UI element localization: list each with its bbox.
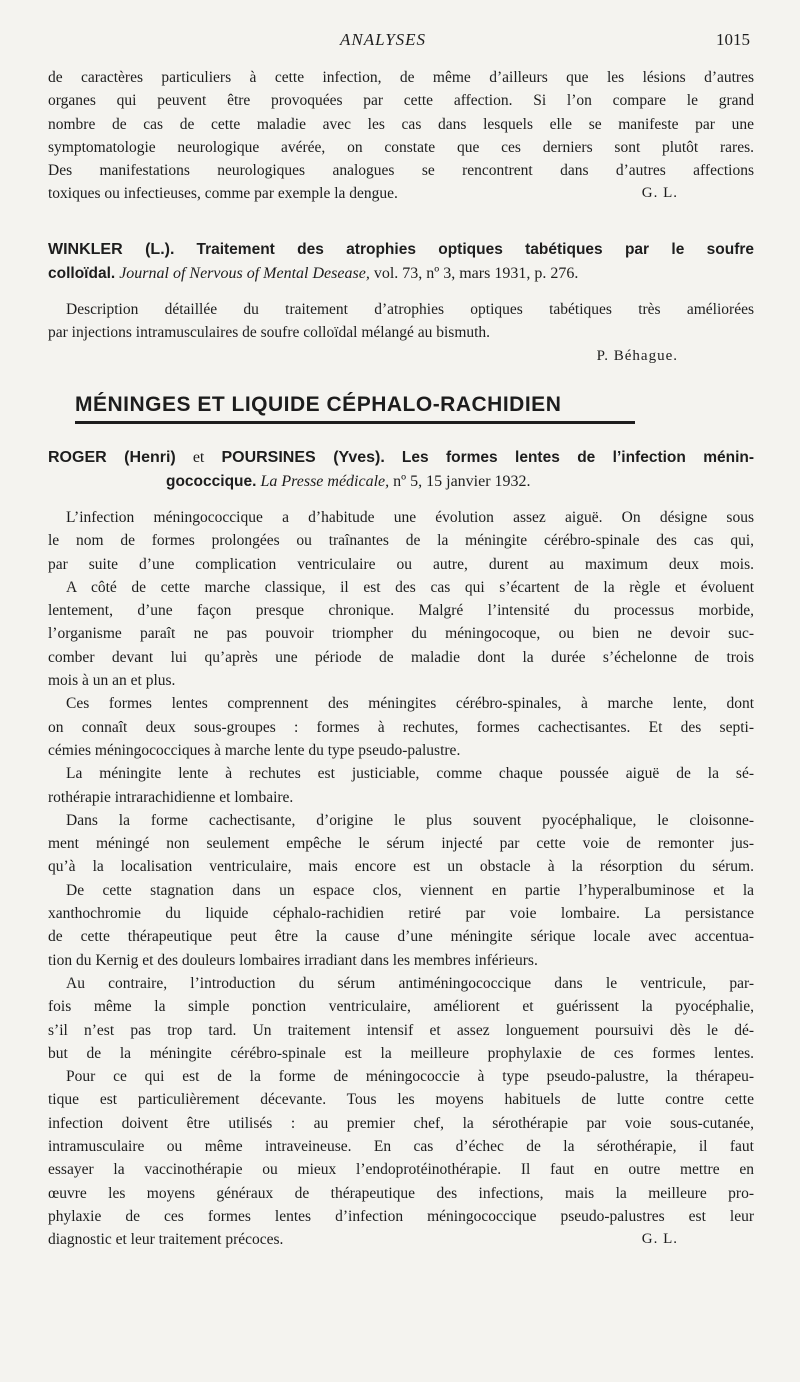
text-line: but de la méningite cérébro-spinale est la meilleure prophylaxie de ces formes lentes. [48, 1044, 754, 1062]
text-line: s’il n’est pas trop tard. Un traitement intensif et assez longuement poursuivi dès le dé- [48, 1021, 754, 1039]
text-line: ment méningé non seulement empêche le sérum injecté par cette voie de remonter jus- [48, 835, 754, 853]
review-title: Les formes lentes de l’infection ménin- [401, 449, 755, 466]
text-line: par injections intramusculaires de soufre colloïdal mélangé au bismuth. [48, 324, 491, 342]
review-author: POURSINES (Yves). [221, 449, 385, 466]
text-line: L’infection méningococcique a d’habitude une évolution assez aiguë. On désigne sous [66, 509, 754, 526]
text-line: De cette stagnation dans un espace clos, viennent en partie l’hyperalbuminose et la [66, 881, 754, 899]
review-heading-line2 [48, 470, 754, 494]
review-title-end: colloïdal. [48, 265, 116, 282]
text-line: de cette thérapeutique peut être la cause d’une méningite sérique locale avec accentua- [48, 928, 754, 946]
text-line: Description détaillée du traitement d’atrophies optiques tabétiques très améliorées [66, 301, 754, 318]
text-line: infection doivent être utilisés : au premier chef, la sérothérapie par voie sous-cutanée, [48, 1114, 754, 1132]
text-line: tion du Kernig et des douleurs lombaires irradiant dans les membres inférieurs. [48, 951, 538, 969]
last-line-with-signature [48, 1228, 754, 1251]
text-line: organes qui peuvent être provoquées par cette affection. Si l’on compare le grand [48, 92, 754, 110]
review-heading-line2 [48, 262, 754, 286]
review-author: WINKLER (L.). [48, 241, 175, 258]
page-number: 1015 [716, 30, 750, 49]
review-journal: La Presse médicale, [260, 473, 390, 490]
paragraph [48, 879, 754, 972]
text-line: tique est particulièrement décevante. Tous les moyens habituels de lutte contre cette [48, 1091, 754, 1109]
text-line: Des manifestations neurologiques analogues se rencontrent dans d’autres affections [48, 162, 754, 180]
text-line: rothérapie intrarachidienne et lombaire. [48, 788, 294, 806]
review-heading [48, 446, 754, 470]
paragraph [48, 692, 754, 762]
last-line-with-signature [48, 182, 754, 205]
text-line: diagnostic et leur traitement précoces. [48, 1231, 284, 1249]
review-citation: nº 5, 15 janvier 1932. [393, 473, 531, 490]
text-line: fois même la simple ponction ventriculaire, améliorent et guérissent la pyocéphalie, [48, 998, 754, 1016]
text-line: intramusculaire ou même intraveineuse. En cas d’échec de la sérothérapie, il faut [48, 1138, 754, 1156]
review-signature: P. Béhague. [596, 347, 678, 364]
running-title: ANALYSES [340, 30, 427, 49]
text-line: Pour ce qui est de la forme de méningococcie à type pseudo-palustre, la thérapeu- [66, 1068, 754, 1086]
review-signature: G. L. [641, 185, 678, 202]
text-line: lentement, d’une façon presque chronique. Malgré l’intensité du processus morbide, [48, 602, 754, 620]
text-line: le nom de formes prolongées ou traînantes de la méningite cérébro-spinale des cas qui, [48, 532, 754, 550]
review-journal: Journal of Nervous of Mental Desease, [119, 265, 370, 282]
review-title: Traitement des atrophies optiques tabétiques par le soufre [196, 241, 755, 258]
text-line: de caractères particuliers à cette infection, de même d’ailleurs que les lésions d’autres [48, 69, 754, 86]
text-line: Dans la forme cachectisante, d’origine le plus souvent pyocéphalique, le cloisonne- [66, 811, 754, 829]
paragraph [48, 972, 754, 1065]
review-heading [48, 238, 754, 262]
text-line: qu’à la localisation ventriculaire, mais encore est un obstacle à la résorption du sérum. [48, 858, 754, 876]
paragraph [48, 576, 754, 692]
section-title: MÉNINGES ET LIQUIDE CÉPHALO-RACHIDIEN [75, 393, 635, 424]
review-citation: vol. 73, nº 3, mars 1931, p. 276. [373, 265, 579, 282]
text-line: symptomatologie neurologique avérée, on constate que ces derniers sont plutôt rares. [48, 138, 754, 156]
author-connector: et [192, 449, 205, 466]
paragraph [48, 506, 754, 576]
review-winkler [48, 238, 754, 367]
text-line: nombre de cas de cette maladie avec les cas dans lesquels elle se manifeste par une [48, 115, 754, 133]
text-line: l’organisme paraît ne pas pouvoir triompher du méningocoque, ou bien ne devoir suc- [48, 625, 754, 643]
text-line: xanthochromie du liquide céphalo-rachidien retiré par voie lombaire. La persistance [48, 905, 754, 923]
text-line: mois à un an et plus. [48, 672, 176, 690]
running-head [0, 30, 800, 54]
review-title-end: gococcique. [166, 473, 257, 490]
text-line: par suite d’une complication ventriculaire ou autre, durent au maximum deux mois. [48, 555, 754, 573]
review-continuation [48, 66, 754, 206]
paragraph [48, 762, 754, 809]
review-roger-poursines [48, 446, 754, 1252]
review-author: ROGER (Henri) [48, 449, 176, 466]
text-line: Au contraire, l’introduction du sérum antiméningococcique dans le ventricule, par- [66, 974, 754, 992]
paragraph [48, 809, 754, 879]
text-line: phylaxie de ces formes lentes d’infection méningococcique pseudo-palustres est leur [48, 1207, 754, 1225]
text-line: œuvre les moyens généraux de thérapeutique des infections, mais la meilleure pro- [48, 1184, 754, 1202]
text-line: on connaît deux sous-groupes : formes à rechutes, formes cachectisantes. Et des septi- [48, 718, 754, 736]
text-line: A côté de cette marche classique, il est des cas qui s’écartent de la règle et évoluent [66, 578, 754, 596]
text-line: essayer la vaccinothérapie ou mieux l’endoprotéinothérapie. Il faut en outre mettre en [48, 1161, 754, 1179]
text-line: comber devant lui qu’après une période de maladie dont la durée s’échelonne de trois [48, 648, 754, 666]
text-line: toxiques ou infectieuses, comme par exemple la dengue. [48, 185, 398, 203]
text-line: Ces formes lentes comprennent des méningites cérébro-spinales, à marche lente, dont [66, 695, 754, 713]
paragraph [48, 1065, 754, 1251]
text-line: cémies méningococciques à marche lente du type pseudo-palustre. [48, 741, 461, 759]
text-line: La méningite lente à rechutes est justiciable, comme chaque poussée aiguë de la sé- [66, 765, 754, 783]
review-signature: G. L. [641, 1231, 678, 1248]
